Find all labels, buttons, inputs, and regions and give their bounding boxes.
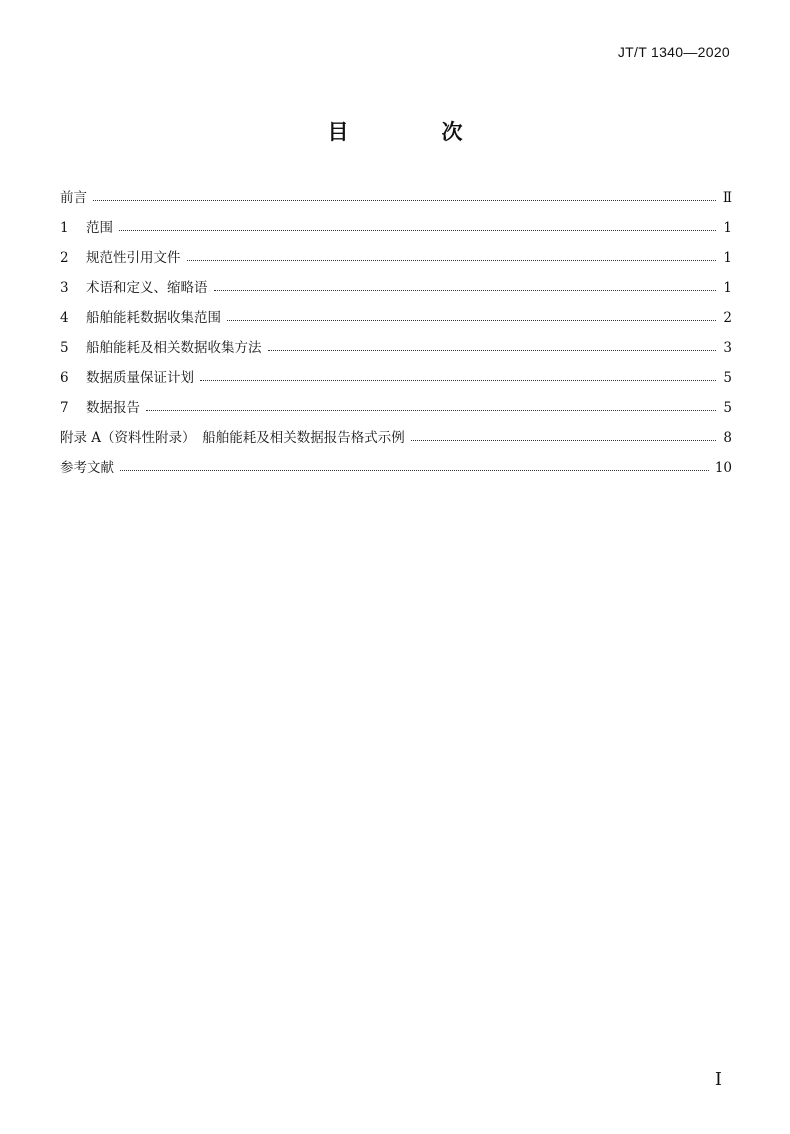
toc-entry-page: 5 xyxy=(723,400,732,416)
toc-entry-foreword[interactable] xyxy=(60,187,732,217)
dot-leader xyxy=(93,187,716,201)
toc-entry-page: 10 xyxy=(714,460,732,476)
toc-entry-page: 1 xyxy=(723,220,732,236)
dot-leader xyxy=(146,397,716,411)
toc-entry-label: 数据报告 xyxy=(86,400,140,416)
toc-entry-number: 1 xyxy=(60,220,69,236)
toc-entry-number: 4 xyxy=(60,310,69,326)
toc-entry-number: 2 xyxy=(60,250,69,266)
dot-leader xyxy=(119,217,716,231)
toc-entry-page: Ⅱ xyxy=(722,190,732,206)
dot-leader xyxy=(411,427,716,441)
dot-leader xyxy=(120,457,709,471)
toc-entry-page: 1 xyxy=(723,280,732,296)
toc-entry-label: 船舶能耗及相关数据收集方法 xyxy=(86,340,262,356)
toc-entry-number: 3 xyxy=(60,280,69,296)
toc-entry-scope[interactable] xyxy=(60,217,732,247)
table-of-contents xyxy=(60,187,732,487)
toc-entry-label: 范围 xyxy=(86,220,113,236)
toc-entry-label: 前言 xyxy=(60,190,87,206)
toc-title: 目 次 xyxy=(327,119,499,144)
dot-leader xyxy=(227,307,716,321)
toc-entry-label: 附录 A（资料性附录） 船舶能耗及相关数据报告格式示例 xyxy=(60,430,405,446)
toc-entry-collection-methods[interactable] xyxy=(60,337,732,367)
toc-entry-appendix-a[interactable] xyxy=(60,427,732,457)
toc-entry-number: 5 xyxy=(60,340,69,356)
toc-entry-number: 7 xyxy=(60,400,69,416)
toc-entry-number: 6 xyxy=(60,370,69,386)
toc-entry-data-collection-scope[interactable] xyxy=(60,307,732,337)
toc-entry-label: 船舶能耗数据收集范围 xyxy=(86,310,221,326)
toc-entry-bibliography[interactable] xyxy=(60,457,732,487)
toc-entry-quality-plan[interactable] xyxy=(60,367,732,397)
toc-entry-data-report[interactable] xyxy=(60,397,732,427)
page-number: Ⅰ xyxy=(714,1069,722,1090)
toc-entry-page: 3 xyxy=(723,340,732,356)
toc-entry-label: 数据质量保证计划 xyxy=(86,370,194,386)
toc-entry-label: 规范性引用文件 xyxy=(86,250,181,266)
toc-entry-page: 2 xyxy=(723,310,732,326)
standard-code: JT/T 1340—2020 xyxy=(617,44,730,60)
dot-leader xyxy=(214,277,717,291)
toc-entry-page: 1 xyxy=(723,250,732,266)
toc-entry-label: 术语和定义、缩略语 xyxy=(86,280,208,296)
toc-entry-normative-references[interactable] xyxy=(60,247,732,277)
dot-leader xyxy=(200,367,716,381)
dot-leader xyxy=(268,337,717,351)
dot-leader xyxy=(187,247,717,261)
toc-entry-page: 8 xyxy=(723,430,732,446)
toc-entry-label: 参考文献 xyxy=(60,460,114,476)
toc-entry-page: 5 xyxy=(723,370,732,386)
toc-entry-terms-definitions[interactable] xyxy=(60,277,732,307)
